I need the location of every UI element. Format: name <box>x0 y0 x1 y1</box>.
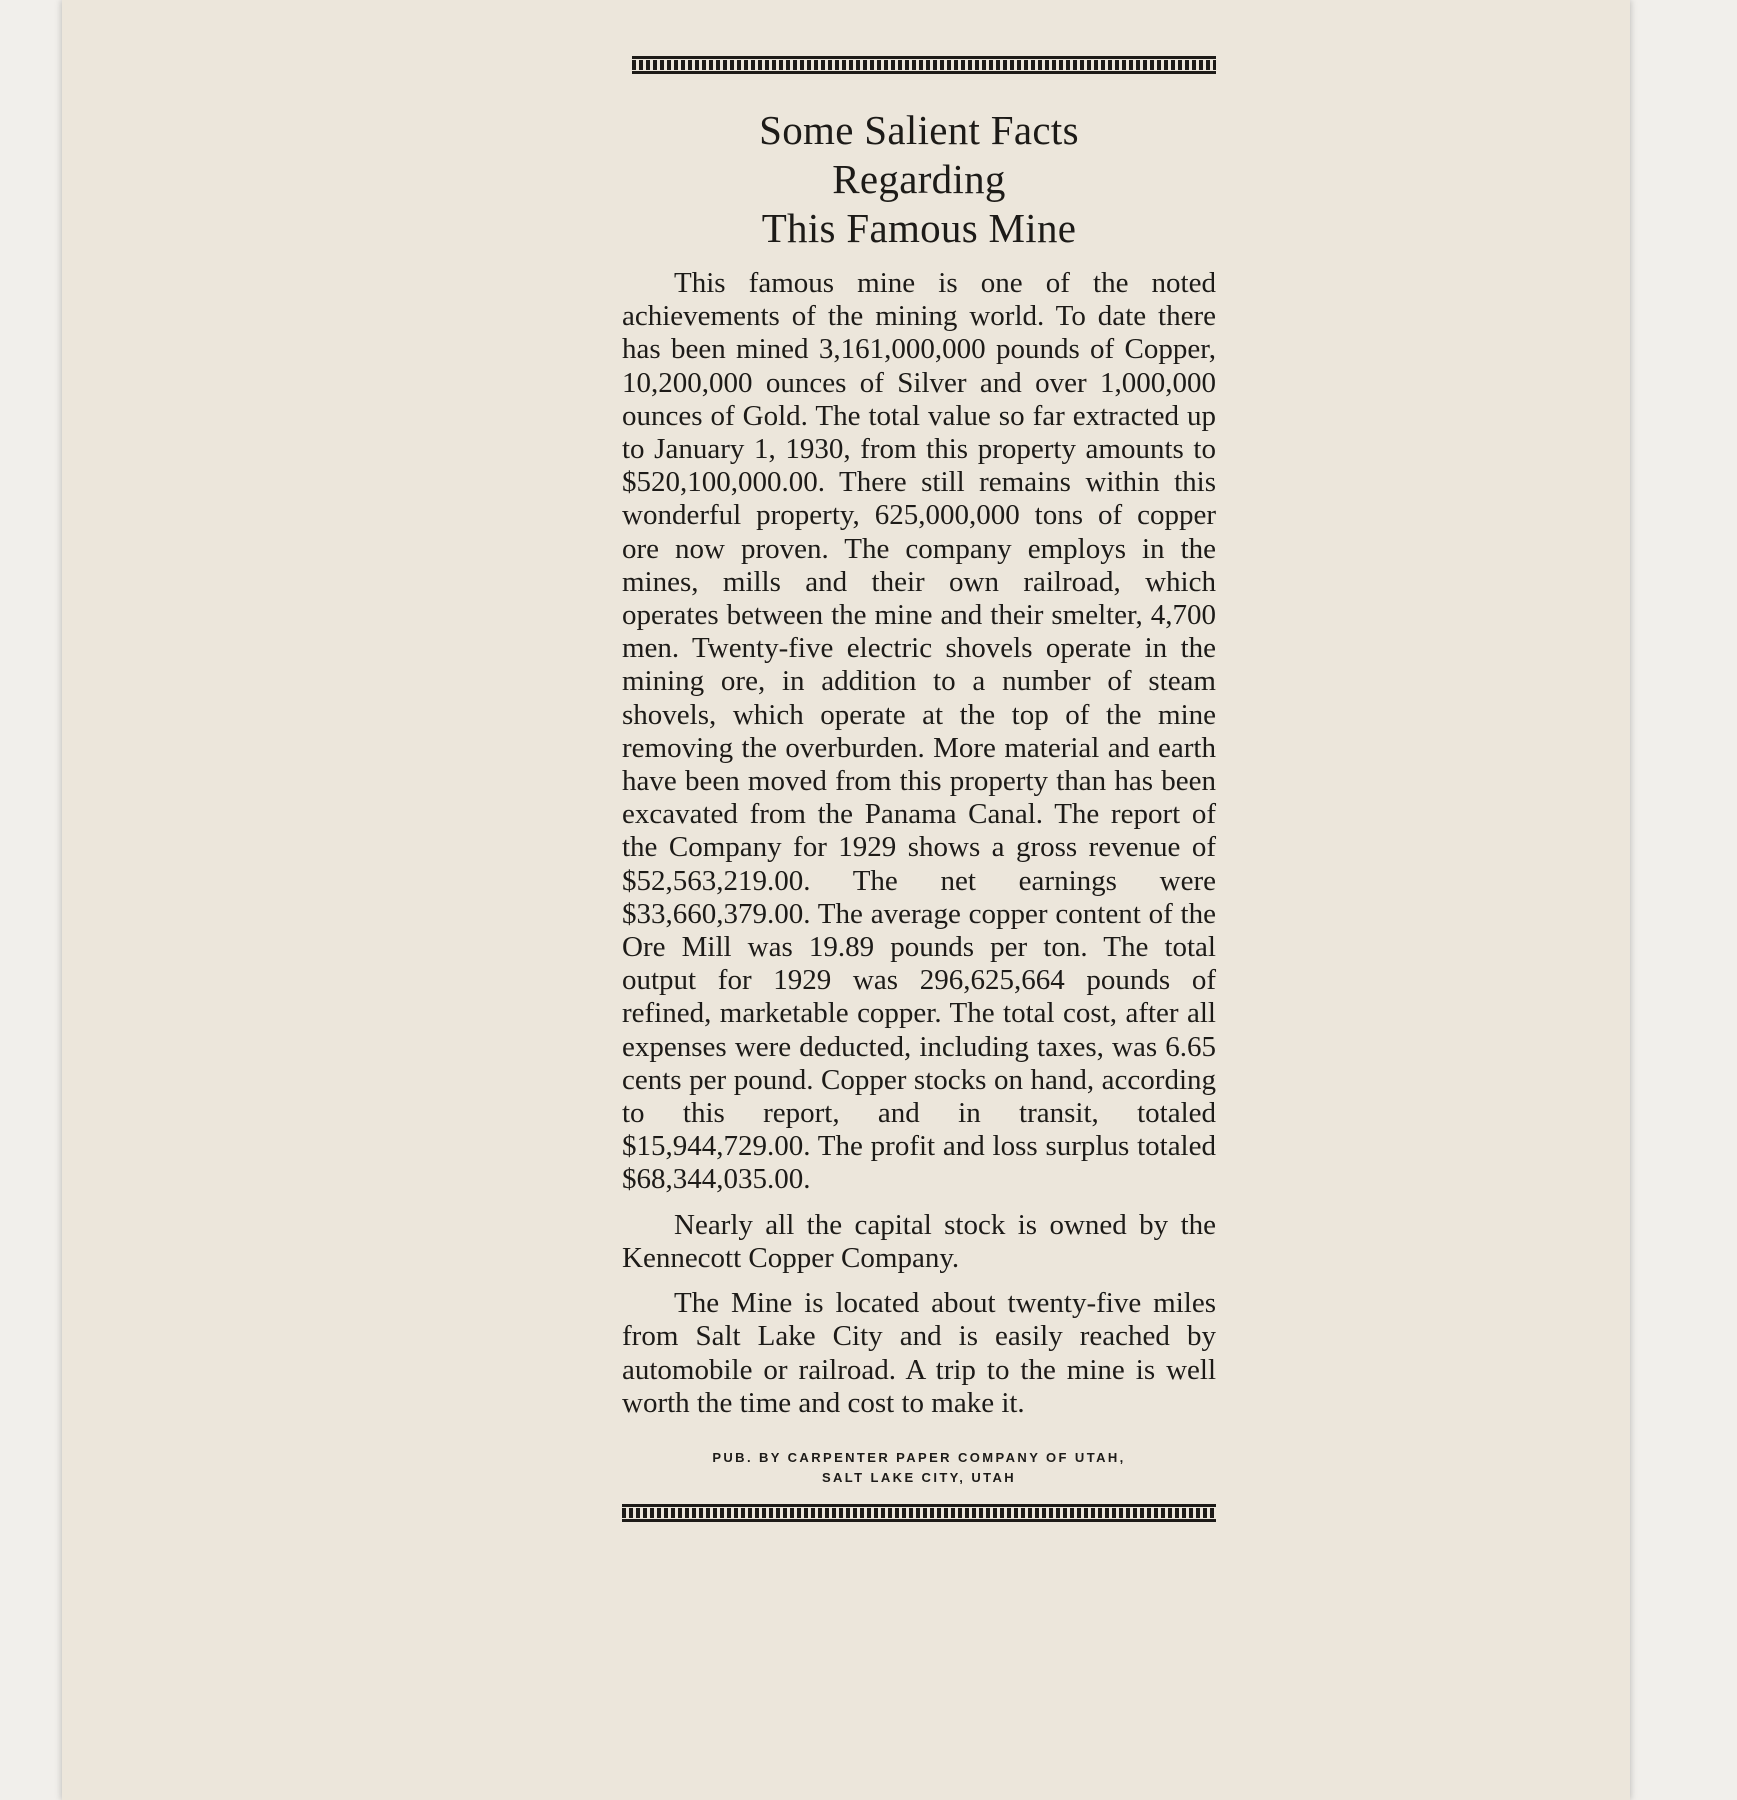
imprint-line-2: SALT LAKE CITY, UTAH <box>821 1469 1017 1485</box>
paragraph-mine-facts: This famous mine is one of the noted achievements of the mining world. To date there has been mined 3,161,000,000 pounds of Copper, 10,200,000 ounces of Silver and over 1,000,000 ounces of Gold. The total value so far extracted up to January 1, 1930, from this property amounts to $520,100,000.00. There still remains within this wonderful property, 625,000,000 tons of copper ore now proven. The company employs in the mines, mills and their own railroad, which operates between the mine and their smelter, 4,700 men. Twenty-five electric shovels operate in the mining ore, in addition to a number of steam shovels, which operate at the top of the mine removing the overburden. More material and earth have been moved from this property than has been excavated from the Panama Canal. The report of the Company for 1929 shows a gross revenue of $52,563,219.00. The net earnings were $33,660,379.00. The average copper content of the Ore Mill was 19.89 pounds per ton. The total output for 1929 was 296,625,664 pounds of refined, marketable copper. The total cost, after all expenses were deducted, including taxes, was 6.65 cents per pound. Copper stocks on hand, according to this report, and in transit, totaled $15,944,729.00. The profit and loss surplus totaled $68,344,035.00. <box>622 267 1216 1196</box>
top-ornamental-rule <box>632 56 1216 74</box>
text-column <box>622 56 1216 1522</box>
printed-sheet <box>62 0 1630 1800</box>
paragraph-ownership: Nearly all the capital stock is owned by the Kennecott Copper Company. <box>622 1208 1216 1274</box>
document-title <box>622 106 1216 253</box>
title-line-2: Regarding <box>832 156 1006 202</box>
imprint-line-1: PUB. BY CARPENTER PAPER COMPANY OF UTAH, <box>712 1449 1126 1465</box>
bottom-ornamental-rule <box>622 1504 1216 1522</box>
paragraph-location: The Mine is located about twenty-five miles from Salt Lake City and is easily reached by automobile or railroad. A trip to the mine is well worth the time and cost to make it. <box>622 1287 1216 1419</box>
title-line-3: This Famous Mine <box>761 205 1077 251</box>
title-line-1: Some Salient Facts <box>759 107 1079 153</box>
publisher-imprint <box>622 1448 1216 1488</box>
